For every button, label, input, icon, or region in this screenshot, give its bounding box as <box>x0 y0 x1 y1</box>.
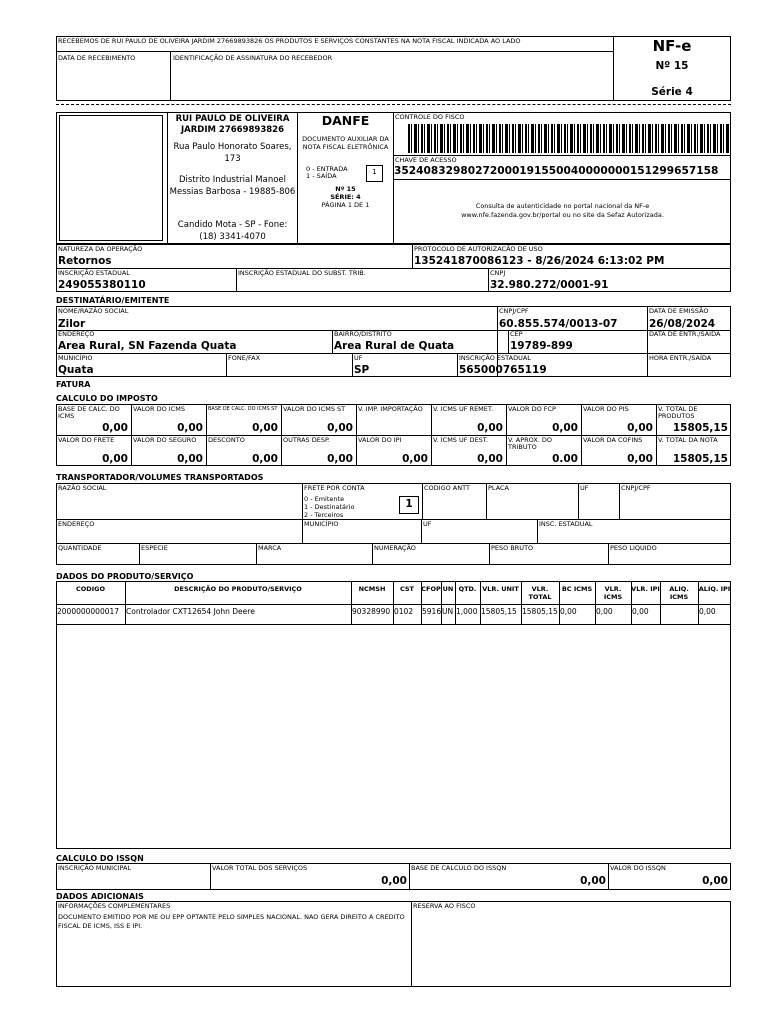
divider <box>206 404 207 466</box>
produtos-header: NCMSH <box>358 585 386 593</box>
transp-frete-label: FRETE POR CONTA <box>304 484 365 492</box>
info-label: INFORMAÇÕES COMPLEMENTARES <box>58 902 171 910</box>
imposto-label: DESCONTO <box>208 436 245 444</box>
issqn-im-label: INSCRIÇÃO MUNICIPAL <box>58 864 132 872</box>
cnpj-label: CNPJ <box>490 269 506 277</box>
danfe-descricao: DOCUMENTO AUXILIAR DA NOTA FISCAL ELETRÔNICA <box>302 135 389 151</box>
imposto-valor: 0,00 <box>327 422 353 434</box>
emitente-cidade: Candido Mota - SP - Fone: (18) 3341-4070 <box>177 220 288 242</box>
identificacao-label: IDENTIFICAÇÃO DE ASSINATURA DO RECEBEDOR <box>173 54 333 62</box>
divider <box>56 519 731 520</box>
transp-liquido-label: PESO LIQUIDO <box>610 544 657 552</box>
transp-bruto-label: PESO BRUTO <box>491 544 534 552</box>
produtos-header: BC ICMS <box>561 585 593 593</box>
danfe-serie: SÉRIE: 4 <box>330 193 361 201</box>
transp-uf2-label: UF <box>423 520 432 528</box>
issqn-v-label: VALOR DO ISSQN <box>610 864 666 872</box>
divider <box>372 543 373 565</box>
transp-placa-label: PLACA <box>488 484 510 492</box>
dest-bairro-label: BAIRRO/DISTRITO <box>334 330 392 338</box>
produtos-cell: 15805,15 <box>522 607 558 616</box>
imposto-label: V. ICMS UF REMET. <box>433 405 494 413</box>
divider <box>352 353 353 377</box>
imposto-label: VALOR DA COFINS <box>583 436 643 444</box>
divider <box>56 268 731 269</box>
emitente-nome: RUI PAULO DE OLIVEIRA JARDIM 27669893826 <box>175 114 290 135</box>
produtos-cell: 0,00 <box>596 607 613 616</box>
imposto-label: V. IMP. IMPORTAÇÃO <box>358 405 423 413</box>
divider <box>56 353 731 354</box>
issqn-vs: 0,00 <box>381 875 407 887</box>
produtos-cell: 0,00 <box>560 607 577 616</box>
dest-fone-label: FONE/FAX <box>228 354 261 362</box>
divider <box>647 306 648 377</box>
imposto-valor: 0,00 <box>477 453 503 465</box>
divider <box>508 330 509 353</box>
imposto-label: VALOR DO SEGURO <box>133 436 197 444</box>
imposto-valor: 15805,15 <box>672 453 728 465</box>
divider <box>56 624 731 625</box>
data-recebimento-label: DATA DE RECEBIMENTO <box>58 54 136 62</box>
imposto-valor: 15805,15 <box>672 422 728 434</box>
produtos-header: UN <box>442 585 454 593</box>
divider <box>393 112 394 244</box>
produtos-cell: 90328990 <box>352 607 391 616</box>
imposto-valor: 0,00 <box>177 453 203 465</box>
dest-uf: SP <box>354 364 370 376</box>
imposto-label: V. TOTAL DA NOTA <box>658 436 718 444</box>
imposto-valor: 0,00 <box>627 422 653 434</box>
dest-nome: Zilor <box>58 318 86 330</box>
divider <box>431 404 432 466</box>
natureza-label: NATUREZA DA OPERAÇÃO <box>58 245 143 253</box>
produtos-header: QTD. <box>458 585 477 593</box>
produtos-cell: 0102 <box>394 607 414 616</box>
fatura-title: FATURA <box>56 380 91 389</box>
canhoto-recebemos: RECEBEMOS DE RUI PAULO DE OLIVEIRA JARDIM 27669893826 OS PRODUTOS E SERVIÇOS CONSTANTES NA NOTA FISCAL INDICADA AO LADO <box>58 37 521 45</box>
transp-qtd-label: QUANTIDADE <box>58 544 102 552</box>
transp-endereco-label: ENDEREÇO <box>58 520 95 528</box>
info-text: DOCUMENTO EMITIDO POR ME OU EPP OPTANTE PELO SIMPLES NACIONAL. NAO GERA DIREITO A CREDITO FISCAL DE ICMS, ISS E IPI. <box>58 913 405 930</box>
reserva-label: RESERVA AO FISCO <box>413 902 476 910</box>
imposto-label: VALOR DO FCP <box>508 405 556 413</box>
imposto-label: BASE DE CALC. DO ICMS ST <box>208 406 278 412</box>
transp-numeracao-label: NUMERAÇÃO <box>374 544 416 552</box>
imposto-valor: 0,00 <box>627 453 653 465</box>
divider <box>506 404 507 466</box>
transporte-title: TRANSPORTADOR/VOLUMES TRANSPORTADOS <box>56 473 264 482</box>
imposto-title: CALCULO DO IMPOSTO <box>56 394 158 403</box>
transp-razao-label: RAZÃO SOCIAL <box>58 484 107 492</box>
produtos-cell: 2000000000017 <box>57 607 120 616</box>
cnpj-valor: 32.980.272/0001-91 <box>490 279 609 291</box>
dest-emissao-label: DATA DE EMISSÃO <box>649 307 709 315</box>
emitente-endereco: Rua Paulo Honorato Soares, 173 <box>173 142 292 164</box>
imposto-label: V. TOTAL DE PRODUTOS <box>658 405 698 420</box>
danfe-tipo: 1 <box>372 168 377 176</box>
dest-nome-label: NOME/RAZÃO SOCIAL <box>58 307 129 315</box>
produtos-header: ALIQ. ICMS <box>669 585 689 601</box>
imposto-valor: 0,00 <box>102 453 128 465</box>
divider <box>139 543 140 565</box>
divider <box>56 51 614 52</box>
produtos-header: VLR. UNIT <box>482 585 519 593</box>
ie-st-label: INSCRIÇÃO ESTADUAL DO SUBST. TRIB. <box>238 269 366 277</box>
divider <box>581 404 582 466</box>
produtos-header: VLR. ICMS <box>603 585 623 601</box>
divider <box>421 519 422 543</box>
protocolo-valor: 135241870086123 - 8/26/2024 6:13:02 PM <box>414 255 665 267</box>
danfe-title: DANFE <box>321 113 370 128</box>
dest-bairro: Area Rural de Quata <box>334 340 455 352</box>
canhoto-serie: Série 4 <box>651 86 693 98</box>
divider <box>236 268 237 292</box>
danfe-pagina: PÁGINA 1 DE 1 <box>321 201 370 209</box>
divider <box>356 404 357 466</box>
controle-fisco-label: CONTROLE DO FISCO <box>395 113 465 121</box>
produtos-cell: 1,000 <box>456 607 478 616</box>
dest-ie: 565000765119 <box>459 364 547 376</box>
frete-valor: 1 <box>405 498 413 510</box>
issqn-bc-label: BASE DE CALCULO DO ISSQN <box>411 864 507 872</box>
produtos-header: ALIQ. IPI <box>698 585 731 593</box>
imposto-label: OUTRAS DESP. <box>283 436 330 444</box>
issqn-bc: 0,00 <box>580 875 606 887</box>
frete-op1: 1 - Destinatário <box>304 503 355 511</box>
divider <box>608 863 609 890</box>
imposto-valor: 0,00 <box>252 422 278 434</box>
produtos-header: CFOP <box>421 585 441 593</box>
issqn-title: CALCULO DO ISSQN <box>56 854 144 863</box>
produtos-cell: UN <box>442 607 454 616</box>
divider <box>297 112 298 244</box>
divider <box>457 353 458 377</box>
divider <box>332 330 333 353</box>
divider <box>56 330 731 331</box>
imposto-label: VALOR DO PIS <box>583 405 629 413</box>
transp-insc-label: INSC. ESTADUAL <box>539 520 593 528</box>
dest-hora-label: HORA ENTR./SAÍDA <box>649 354 712 362</box>
divider <box>409 863 410 890</box>
transp-uf-label: UF <box>580 484 589 492</box>
imposto-valor: 0.00 <box>552 453 578 465</box>
imposto-valor: 0,00 <box>252 453 278 465</box>
chave-label: CHAVE DE ACESSO <box>395 156 457 164</box>
imposto-label: V. APROX. DO TRIBUTO <box>508 436 553 451</box>
divider <box>412 244 413 268</box>
divider <box>619 483 620 519</box>
dest-municipio: Quata <box>58 364 94 376</box>
produtos-title: DADOS DO PRODUTO/SERVIÇO <box>56 572 194 581</box>
consulta-1: Consulta de autenticidade no portal nacional da NF-e <box>475 202 650 210</box>
dest-municipio-label: MUNICÍPIO <box>58 354 93 362</box>
dest-cnpj: 60.855.574/0013-07 <box>499 318 618 330</box>
frete-op0: 0 - Emitente <box>304 495 345 503</box>
imposto-label: VALOR DO ICMS <box>133 405 185 413</box>
imposto-valor: 0,00 <box>477 422 503 434</box>
produtos-cell: 0,00 <box>632 607 649 616</box>
dest-emissao: 26/08/2024 <box>649 318 716 330</box>
frete-op2: 2 - Terceiros <box>304 511 344 519</box>
divider <box>488 268 489 292</box>
divider <box>256 543 257 565</box>
divider <box>210 863 211 890</box>
divider <box>608 543 609 565</box>
barcode <box>408 124 730 153</box>
divider <box>302 519 303 543</box>
danfe-saida: 1 - SAÍDA <box>306 172 337 180</box>
imposto-label: VALOR DO FRETE <box>58 436 115 444</box>
divider <box>422 483 423 519</box>
imposto-label: V. ICMS UF DEST. <box>433 436 489 444</box>
dest-endereco-label: ENDEREÇO <box>58 330 95 338</box>
destinatario-title: DESTINATÁRIO/EMITENTE <box>56 296 170 305</box>
imposto-valor: 0,00 <box>102 422 128 434</box>
canhoto-numero: Nº 15 <box>655 60 689 72</box>
divider <box>281 404 282 466</box>
produtos-header: CST <box>399 585 414 593</box>
dest-cnpj-label: CNPJ/CPF <box>499 307 529 315</box>
dest-endereco: Area Rural, SN Fazenda Quata <box>58 340 237 352</box>
nfe-title: NF-e <box>652 37 692 55</box>
divider <box>393 179 731 180</box>
issqn-v: 0,00 <box>702 875 728 887</box>
dest-entr-label: DATA DE ENTR./SAIDA <box>649 330 721 338</box>
dest-cep: 19789-899 <box>510 340 573 352</box>
divider <box>578 483 579 519</box>
produtos-header: CODIGO <box>76 585 105 593</box>
issqn-vs-label: VALOR TOTAL DOS SERVIÇOS <box>212 864 308 872</box>
protocolo-label: PROTOCOLO DE AUTORIZACÃO DE USO <box>414 245 543 253</box>
adicionais-title: DADOS ADICIONAIS <box>56 892 144 901</box>
divider <box>537 519 538 543</box>
dest-ie-label: INSCRIÇÃO ESTADUAL <box>459 354 531 362</box>
transp-antt-label: CODIGO ANTT <box>424 484 470 492</box>
transp-municipio-label: MUNICÍPIO <box>304 520 339 528</box>
imposto-valor: 0,00 <box>327 453 353 465</box>
consulta-2: www.nfe.fazenda.gov.br/portal ou no site da Sefaz Autorizada. <box>461 211 664 219</box>
divider <box>411 901 412 987</box>
divider <box>226 353 227 377</box>
produtos-header: VLR. TOTAL <box>528 585 552 601</box>
imposto-valor: 0,00 <box>402 453 428 465</box>
dest-uf-label: UF <box>354 354 363 362</box>
emitente-bairro: Distrito Industrial Manoel Messias Barbosa - 19885-806 <box>169 175 296 197</box>
ie-label: INSCRIÇÃO ESTADUAL <box>58 269 130 277</box>
chave-acesso: 35240832980272000191550040000000151299657158 <box>394 165 719 177</box>
danfe-entrada: 0 - ENTRADA <box>306 165 348 173</box>
divider <box>302 483 303 519</box>
divider <box>489 543 490 565</box>
transp-cnpj-label: CNPJ/CPF <box>621 484 651 492</box>
produtos-header: DESCRIÇÃO DO PRODUTO/SERVIÇO <box>174 585 302 593</box>
imposto-label: VALOR DO ICMS ST <box>283 405 346 413</box>
transporte-box <box>56 483 731 565</box>
divider <box>656 404 657 466</box>
ie-valor: 249055380110 <box>58 279 146 291</box>
produtos-cell: 15805,15 <box>481 607 517 616</box>
imposto-valor: 0,00 <box>177 422 203 434</box>
transp-especie-label: ESPECIE <box>141 544 168 552</box>
produtos-header: VLR. IPI <box>631 585 660 593</box>
imposto-label: BASE DE CALC. DO ICMS <box>58 405 120 420</box>
divider <box>486 483 487 519</box>
logo-box <box>59 115 163 241</box>
produtos-cell: 0,00 <box>699 607 716 616</box>
divider <box>131 404 132 466</box>
danfe-numero: Nº 15 <box>335 185 356 193</box>
transp-marca-label: MARCA <box>258 544 282 552</box>
imposto-valor: 0,00 <box>552 422 578 434</box>
produtos-cell: 5916 <box>422 607 442 616</box>
cut-line <box>56 104 731 105</box>
imposto-label: VALOR DO IPI <box>358 436 402 444</box>
natureza-valor: Retornos <box>58 255 112 267</box>
divider <box>170 51 171 101</box>
produtos-cell: Controlador CXT12654 John Deere <box>126 607 255 616</box>
dest-cep-label: CEP <box>510 330 523 338</box>
